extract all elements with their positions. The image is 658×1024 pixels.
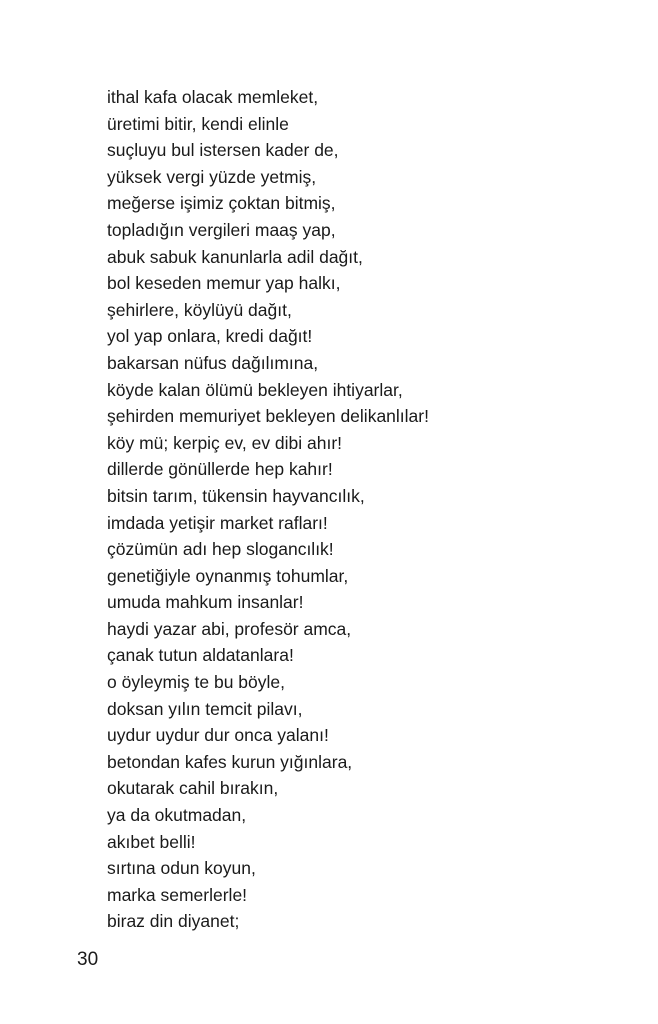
poem-line: umuda mahkum insanlar! bbox=[107, 592, 304, 613]
poem-line: köy mü; kerpiç ev, ev dibi ahır! bbox=[107, 432, 343, 453]
poem-line: yol yap onlara, kredi dağıt! bbox=[107, 326, 313, 347]
poem-line: köyde kalan ölümü bekleyen ihtiyarlar, bbox=[107, 379, 403, 400]
page-number: 30 bbox=[77, 949, 99, 970]
poem-line: genetiğiyle oynanmış tohumlar, bbox=[107, 565, 349, 586]
poem-line: okutarak cahil bırakın, bbox=[107, 778, 279, 799]
poem-line: çanak tutun aldatanlara! bbox=[107, 645, 294, 666]
poem-line: ithal kafa olacak memleket, bbox=[107, 87, 319, 107]
poem-line: yüksek vergi yüzde yetmiş, bbox=[107, 166, 317, 187]
poem-text bbox=[107, 84, 429, 935]
poem-line: suçluyu bul istersen kader de, bbox=[107, 140, 339, 161]
poem-line: akıbet belli! bbox=[107, 831, 196, 852]
poem-line: sırtına odun koyun, bbox=[107, 858, 256, 879]
poem-line: üretimi bitir, kendi elinle bbox=[107, 113, 289, 134]
poem-line: bakarsan nüfus dağılımına, bbox=[107, 352, 319, 373]
poem-line: bol keseden memur yap halkı, bbox=[107, 273, 341, 294]
poem-line: biraz din diyanet; bbox=[107, 911, 240, 932]
poem-line: şehirlere, köylüyü dağıt, bbox=[107, 299, 292, 320]
poem-line: marka semerlerle! bbox=[107, 884, 248, 905]
poem-line: çözümün adı hep slogancılık! bbox=[107, 539, 334, 560]
poem-line: imdada yetişir market rafları! bbox=[107, 512, 328, 533]
poem-line: dillerde gönüllerde hep kahır! bbox=[107, 459, 333, 480]
poem-line: uydur uydur dur onca yalanı! bbox=[107, 725, 329, 746]
poem-line: o öyleymiş te bu böyle, bbox=[107, 672, 286, 693]
poem-line: doksan yılın temcit pilavı, bbox=[107, 698, 303, 719]
poem-line: abuk sabuk kanunlarla adil dağıt, bbox=[107, 246, 363, 267]
poem-line: şehirden memuriyet bekleyen delikanlılar! bbox=[107, 406, 429, 427]
poem-line: bitsin tarım, tükensin hayvancılık, bbox=[107, 485, 365, 506]
poem-line: topladığın vergileri maaş yap, bbox=[107, 219, 336, 240]
poem-line: haydi yazar abi, profesör amca, bbox=[107, 618, 352, 639]
poem-line: ya da okutmadan, bbox=[107, 805, 247, 826]
poem-line: betondan kafes kurun yığınlara, bbox=[107, 751, 353, 772]
poem-line: meğerse işimiz çoktan bitmiş, bbox=[107, 193, 336, 214]
